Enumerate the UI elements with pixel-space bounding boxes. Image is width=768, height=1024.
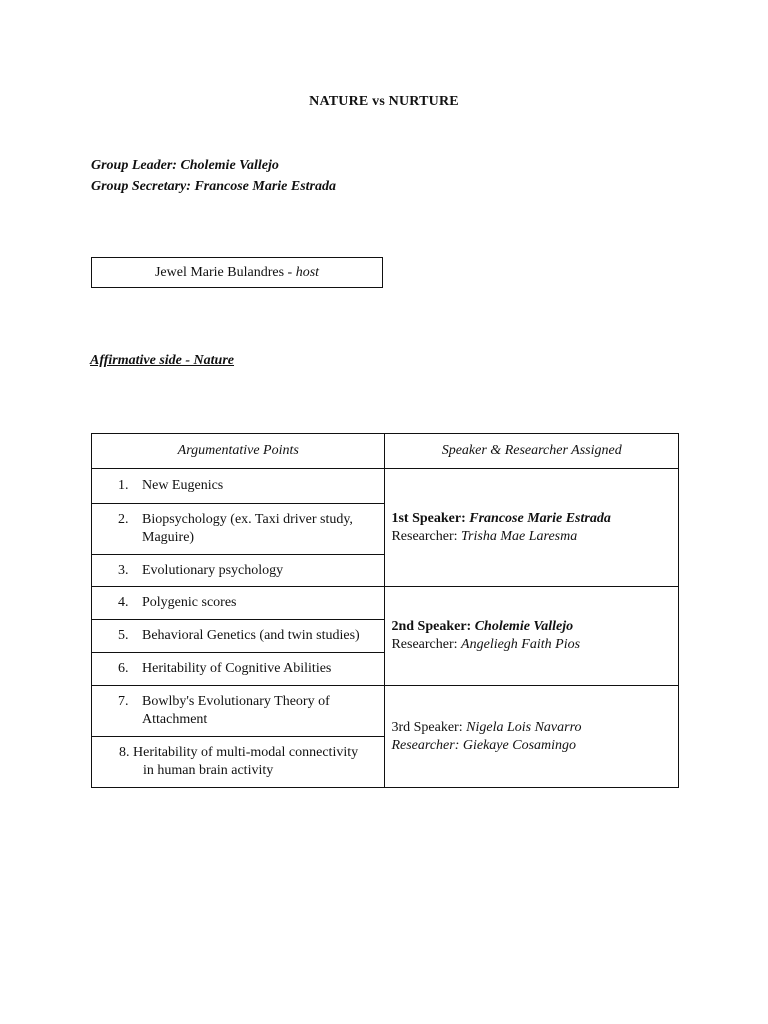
host-box xyxy=(91,257,383,288)
table-header-row xyxy=(92,434,679,469)
point-number: 2. xyxy=(118,512,129,527)
assignments-table xyxy=(91,433,679,788)
point-text: Polygenic scores xyxy=(142,595,237,610)
researcher-label: Researcher: xyxy=(391,637,462,652)
host-name: Jewel Marie Bulandres - xyxy=(154,264,296,280)
speaker-name: Nigela Lois Navarro xyxy=(466,719,582,735)
speaker-label: 2nd Speaker: xyxy=(391,619,475,634)
point-text: Heritability of multi-modal connectivity xyxy=(133,745,359,760)
point-text: Heritability of Cognitive Abilities xyxy=(142,661,332,676)
host-role: host xyxy=(295,264,320,280)
header-speaker-researcher: Speaker & Researcher Assigned xyxy=(385,434,679,469)
researcher-name: Giekaye Cosamingo xyxy=(462,737,577,753)
speaker-cell xyxy=(385,469,679,587)
group-secretary-label: Group Secretary: xyxy=(91,179,191,194)
group-officers xyxy=(91,155,336,197)
speaker-name: Cholemie Vallejo xyxy=(474,619,574,634)
group-secretary-line xyxy=(91,176,336,197)
point-text: Evolutionary psychology xyxy=(142,562,284,578)
point-number: 1. xyxy=(118,478,129,493)
point-cell xyxy=(92,686,385,737)
table-row xyxy=(92,469,679,504)
point-cell xyxy=(92,555,385,587)
point-text: Behavioral Genetics (and twin studies) xyxy=(142,628,360,643)
side-title: Affirmative side - Nature xyxy=(90,353,235,368)
document-title: NATURE vs NURTURE xyxy=(309,94,459,109)
speaker-label: 1st Speaker: xyxy=(391,510,470,526)
point-cell xyxy=(92,469,385,504)
speaker-name: Francose Marie Estrada xyxy=(469,510,611,526)
table-row xyxy=(92,686,679,737)
point-text: Bowlby's Evolutionary Theory of Attachment xyxy=(142,694,330,727)
group-leader-label: Group Leader: xyxy=(91,158,177,173)
group-secretary-name: Francose Marie Estrada xyxy=(194,179,337,194)
speaker-cell xyxy=(385,686,679,788)
table-row xyxy=(92,587,679,620)
point-text: Biopsychology (ex. Taxi driver study, Maguire) xyxy=(142,512,353,545)
point-cell xyxy=(92,504,385,555)
point-number: 6. xyxy=(118,661,129,676)
point-cell xyxy=(92,653,385,686)
point-cell xyxy=(92,620,385,653)
speaker-cell xyxy=(385,587,679,686)
researcher-name: Angeliegh Faith Pios xyxy=(461,637,581,652)
point-number: 7. xyxy=(118,694,129,709)
point-number: 8. xyxy=(119,745,130,760)
point-cell xyxy=(92,737,385,788)
speaker-label: 3rd Speaker: xyxy=(391,719,467,735)
point-number: 4. xyxy=(118,595,129,610)
researcher-label: Researcher: xyxy=(391,737,463,753)
point-cell xyxy=(92,587,385,620)
point-number: 3. xyxy=(118,562,129,578)
researcher-label: Researcher: xyxy=(391,528,462,544)
point-text: New Eugenics xyxy=(142,478,224,493)
group-leader-name: Cholemie Vallejo xyxy=(180,158,279,173)
point-text-continued: in human brain activity xyxy=(143,763,274,778)
group-leader-line xyxy=(91,155,336,176)
researcher-name: Trisha Mae Laresma xyxy=(461,528,578,544)
point-number: 5. xyxy=(118,628,129,643)
header-argumentative-points: Argumentative Points xyxy=(92,434,385,469)
